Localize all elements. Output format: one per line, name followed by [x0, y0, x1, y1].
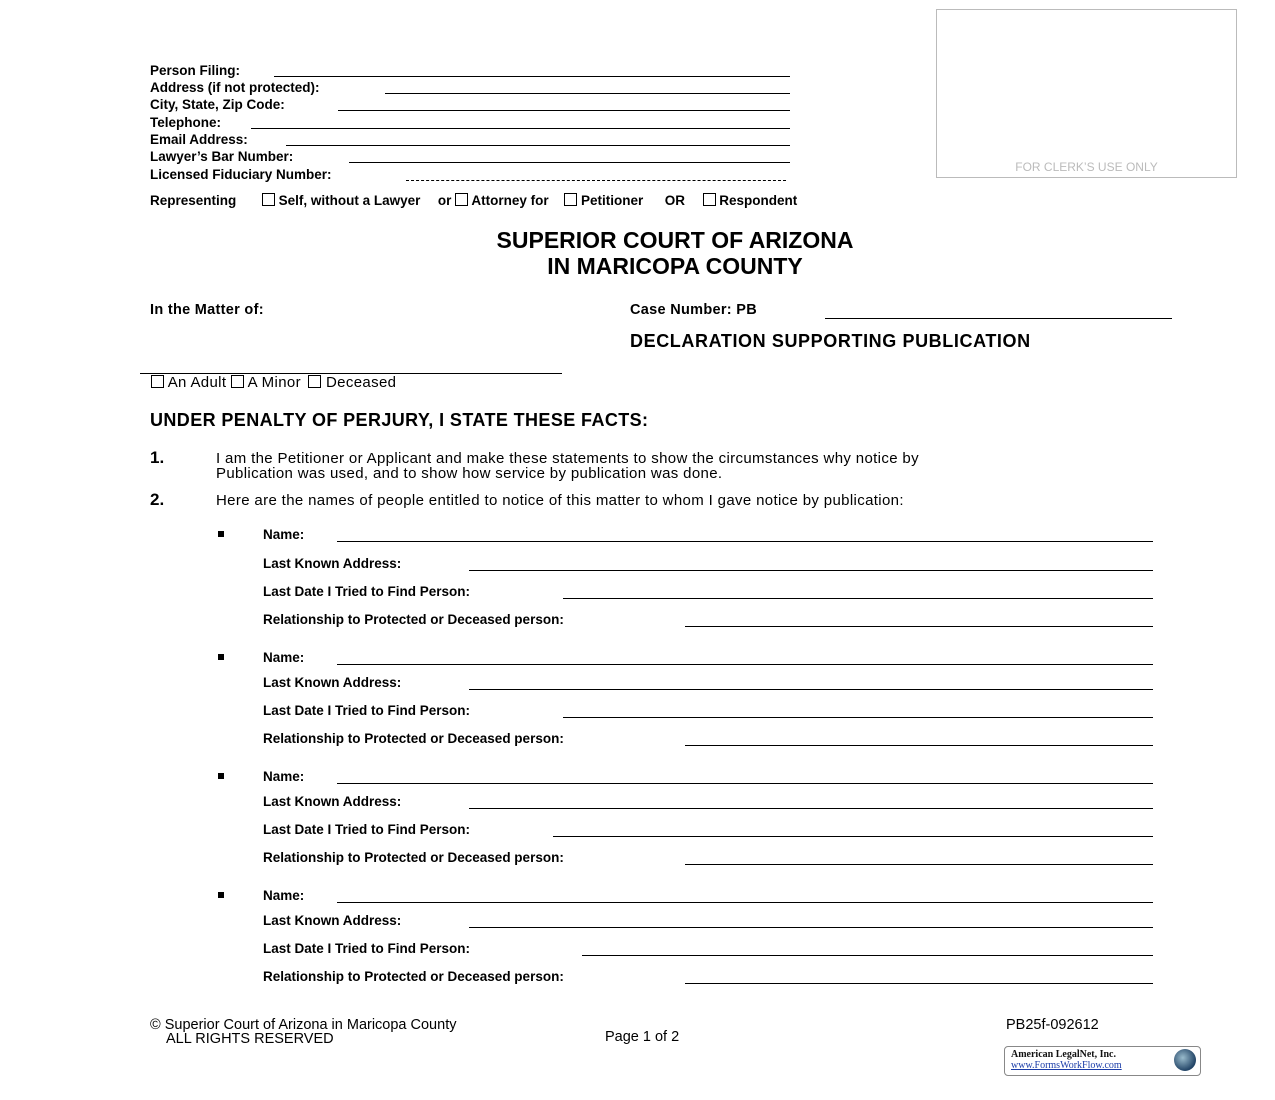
entry-4-name-field[interactable] [337, 902, 1153, 903]
header-field-label: Person Filing: [150, 63, 241, 78]
logo-url[interactable]: www.FormsWorkFlow.com [1011, 1060, 1122, 1071]
bullet-icon [218, 531, 224, 537]
bullet-icon [218, 892, 224, 898]
footer-copyright: © Superior Court of Arizona in Maricopa County [150, 1017, 457, 1033]
entry-1-address-field[interactable] [469, 570, 1153, 571]
bullet-icon [218, 773, 224, 779]
entry-3-address-label: Last Known Address: [263, 794, 402, 809]
entry-2-name-label: Name: [263, 650, 305, 665]
deceased-checkbox[interactable] [308, 375, 321, 388]
entry-3-name-label: Name: [263, 769, 305, 784]
bullet-icon [218, 654, 224, 660]
entry-3-date-field[interactable] [553, 836, 1153, 837]
form-code: PB25f-092612 [1006, 1017, 1099, 1033]
item-1-number: 1. [150, 448, 165, 467]
entry-4-relationship-field[interactable] [685, 983, 1153, 984]
entry-3-name-field[interactable] [337, 783, 1153, 784]
matter-label: In the Matter of: [150, 302, 264, 318]
petitioner-label: Petitioner [580, 193, 644, 208]
minor-label: A Minor [247, 374, 301, 391]
adult-checkbox[interactable] [151, 375, 164, 388]
entry-1-address-label: Last Known Address: [263, 556, 402, 571]
case-number-field[interactable] [825, 318, 1172, 319]
deceased-label: Deceased [326, 374, 397, 391]
subject-type-row [151, 374, 396, 391]
case-number-label: Case Number: PB [630, 302, 757, 318]
header-field-input[interactable] [349, 162, 790, 163]
court-title-2: IN MARICOPA COUNTY [547, 253, 803, 279]
footer-rights: ALL RIGHTS RESERVED [166, 1031, 334, 1047]
clerk-use-label: FOR CLERK’S USE ONLY [1015, 160, 1158, 174]
entry-4-date-label: Last Date I Tried to Find Person: [263, 941, 471, 956]
entry-2-name-field[interactable] [337, 664, 1153, 665]
minor-checkbox[interactable] [231, 375, 244, 388]
globe-icon [1174, 1049, 1196, 1071]
entry-2-relationship-label: Relationship to Protected or Deceased person: [263, 731, 564, 746]
entry-1-date-field[interactable] [563, 598, 1153, 599]
attorney-label: Attorney for [471, 193, 549, 208]
petitioner-checkbox[interactable] [564, 193, 577, 206]
header-field-label: City, State, Zip Code: [150, 97, 285, 112]
entry-3-relationship-field[interactable] [685, 864, 1153, 865]
entry-4-address-label: Last Known Address: [263, 913, 402, 928]
representing-row [150, 193, 797, 208]
document-title: DECLARATION SUPPORTING PUBLICATION [630, 331, 1031, 351]
header-field-input[interactable] [406, 180, 786, 181]
or-label: or [437, 193, 452, 208]
entry-2-date-field[interactable] [563, 717, 1153, 718]
perjury-heading: UNDER PENALTY OF PERJURY, I STATE THESE FACTS: [150, 410, 649, 430]
entry-2-relationship-field[interactable] [685, 745, 1153, 746]
item-2-number: 2. [150, 490, 165, 509]
clerk-use-box [936, 9, 1237, 178]
entry-3-relationship-label: Relationship to Protected or Deceased person: [263, 850, 564, 865]
footer-page: Page 1 of 2 [605, 1029, 680, 1045]
entry-1-name-field[interactable] [337, 541, 1153, 542]
entry-2-date-label: Last Date I Tried to Find Person: [263, 703, 471, 718]
adult-label: An Adult [167, 374, 227, 391]
self-checkbox[interactable] [262, 193, 275, 206]
logo-name: American LegalNet, Inc. [1011, 1049, 1116, 1060]
entry-4-date-field[interactable] [582, 955, 1153, 956]
entry-4-name-label: Name: [263, 888, 305, 903]
american-legalnet-logo[interactable] [1004, 1046, 1201, 1076]
court-title-1: SUPERIOR COURT OF ARIZONA [496, 227, 854, 253]
header-field-label: Telephone: [150, 115, 222, 130]
entry-2-address-label: Last Known Address: [263, 675, 402, 690]
entry-1-relationship-field[interactable] [685, 626, 1153, 627]
item-1-text-2: Publication was used, and to show how service by publication was done. [216, 465, 723, 482]
header-field-label: Lawyer’s Bar Number: [150, 149, 294, 164]
header-field-input[interactable] [385, 93, 790, 94]
header-field-input[interactable] [274, 76, 790, 77]
respondent-label: Respondent [719, 193, 798, 208]
representing-label: Representing [150, 193, 237, 208]
respondent-checkbox[interactable] [703, 193, 716, 206]
entry-3-date-label: Last Date I Tried to Find Person: [263, 822, 471, 837]
header-field-input[interactable] [338, 110, 790, 111]
item-2-text: Here are the names of people entitled to notice of this matter to whom I gave notice by publication: [216, 492, 904, 509]
header-field-input[interactable] [251, 128, 790, 129]
entry-4-relationship-label: Relationship to Protected or Deceased person: [263, 969, 564, 984]
header-field-input[interactable] [286, 145, 790, 146]
self-label: Self, without a Lawyer [278, 193, 421, 208]
header-field-label: Licensed Fiduciary Number: [150, 167, 332, 182]
or2-label: OR [664, 193, 685, 208]
entry-3-address-field[interactable] [469, 808, 1153, 809]
entry-1-date-label: Last Date I Tried to Find Person: [263, 584, 471, 599]
entry-1-relationship-label: Relationship to Protected or Deceased person: [263, 612, 564, 627]
item-1-text-1: I am the Petitioner or Applicant and make these statements to show the circumstances why notice by [216, 450, 919, 467]
attorney-checkbox[interactable] [455, 193, 468, 206]
header-field-label: Email Address: [150, 132, 248, 147]
entry-2-address-field[interactable] [469, 689, 1153, 690]
header-field-label: Address (if not protected): [150, 80, 320, 95]
entry-1-name-label: Name: [263, 527, 305, 542]
entry-4-address-field[interactable] [469, 927, 1153, 928]
